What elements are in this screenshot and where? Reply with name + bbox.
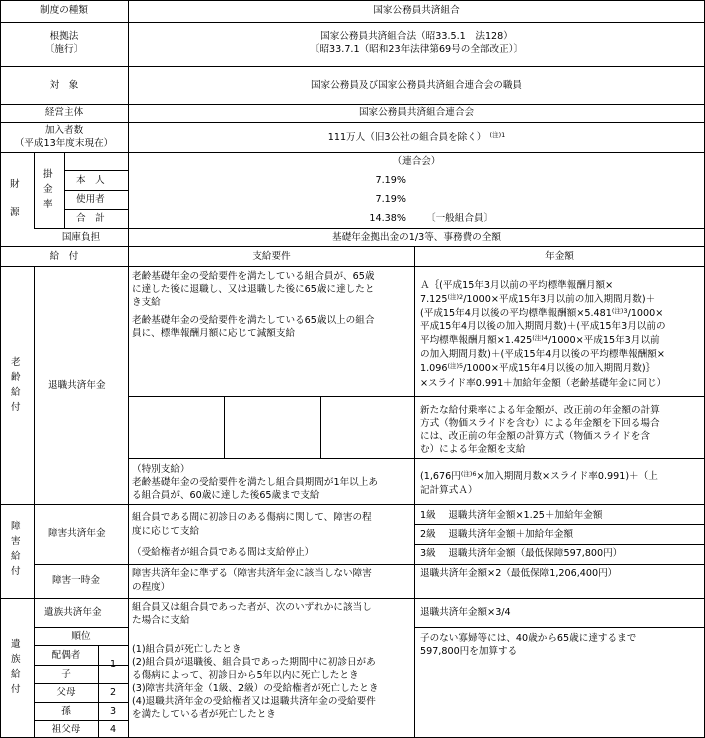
operator-value: 国家公務員共済組合連合会 bbox=[358, 107, 475, 118]
old-age-amount-line: ×スライド率0.991＋加給年金額（老齢基礎年金に同じ） bbox=[420, 378, 667, 389]
disability-category-char: 給 bbox=[11, 551, 21, 562]
old-age-category-char: 給 bbox=[11, 387, 21, 398]
old-age-req-1: に達した後に退職し、又は退職した後に65歳に達したと bbox=[132, 284, 375, 295]
disability-pension-req: 度に応じて支給 bbox=[132, 526, 200, 537]
survivor-req-item: る傷病によって、初診日から5年以内に死亡したとき bbox=[132, 670, 359, 681]
disability-lump-req: の程度） bbox=[132, 582, 171, 593]
survivor-req-item: (3)障害共済年金（1級、2級）の受給権者が死亡したとき bbox=[132, 683, 379, 694]
old-age-amount-line: (平成15年4月以後の平均標準報酬額$\times 5.481^{(注)3}/1000\times$ bbox=[420, 307, 664, 319]
order-label: 父母 bbox=[56, 687, 76, 698]
rule bbox=[414, 627, 705, 628]
rule bbox=[0, 504, 705, 505]
rule bbox=[0, 246, 705, 247]
members-value: 111万人（旧3公社の組合員を除く） $^{(注)1}$ bbox=[327, 131, 506, 143]
law-value: 国家公務員共済組合法（昭33.5.1 法128） bbox=[320, 31, 513, 42]
rule bbox=[64, 152, 65, 228]
members-label: 加入者数 bbox=[44, 125, 84, 136]
old-age-amount-2: には、改正前の年金額の計算方式（物価スライドを含 bbox=[420, 431, 650, 442]
order-rank: 4 bbox=[109, 724, 117, 735]
target-label: 対 象 bbox=[49, 80, 79, 91]
rule bbox=[0, 104, 705, 105]
type-value: 国家公務員共済組合 bbox=[373, 5, 460, 16]
rule bbox=[34, 564, 705, 565]
disability-pension-req: 組合員である間に初診日のある傷病に関して、障害の程 bbox=[132, 512, 372, 523]
order-label: 子 bbox=[61, 669, 71, 680]
rate-header: （連合会） bbox=[392, 156, 441, 167]
old-age-amount-2: む）による年金額を支給 bbox=[420, 444, 526, 455]
subsidy-value: 基礎年金拠出金の1/3等、事務費の全額 bbox=[332, 232, 501, 243]
old-age-amount-2: 方式（物価スライドを含む）による年金額を下回る場合 bbox=[420, 418, 660, 429]
rate-label-char: 率 bbox=[43, 199, 53, 210]
rule bbox=[0, 122, 705, 123]
rule bbox=[0, 0, 705, 1]
target-value: 国家公務員及び国家公務員共済組合連合会の職員 bbox=[310, 80, 523, 91]
rate-label-char: 金 bbox=[43, 184, 53, 195]
survivor-req: 組合員又は組合員であった者が、次のいずれかに該当し bbox=[132, 602, 372, 613]
survivor-amount: 退職共済年金額×3/4 bbox=[420, 607, 511, 618]
finance-label-2: 源 bbox=[10, 207, 20, 218]
law-label: 根拠法 bbox=[49, 31, 79, 42]
disability-category-char: 付 bbox=[11, 566, 21, 577]
disability-grade: 2級 退職共済年金額＋加給年金額 bbox=[420, 529, 574, 540]
old-age-amount-line: $1.096^{(注)5}/1000\times$平成15年4月以後の加入期間月数)｝ bbox=[420, 362, 656, 374]
old-age-amount-line: の加入期間月数)＋(平成15年4月以後の平均標準報酬額× bbox=[420, 349, 665, 360]
members-label-date: （平成13年度末現在） bbox=[14, 138, 114, 149]
order-label: 孫 bbox=[61, 706, 71, 717]
old-age-name: 退職共済年金 bbox=[48, 380, 106, 391]
finance-label-1: 財 bbox=[10, 179, 20, 190]
disability-pension-req-note: （受給権者が組合員である間は支給停止） bbox=[132, 547, 315, 558]
survivor-req-item: (4)退職共済年金の受給権者又は退職共済年金の受給要件 bbox=[132, 696, 376, 707]
survivor-category-char: 付 bbox=[11, 684, 21, 695]
rate-row-value: 14.38% bbox=[369, 213, 406, 224]
order-rank: 2 bbox=[109, 687, 117, 698]
type-label: 制度の種類 bbox=[40, 5, 88, 16]
rate-label-char: 掛 bbox=[43, 169, 53, 180]
survivor-req-item: (2)組合員が退職後、組合員であった期間中に初診日があ bbox=[132, 657, 376, 668]
rule bbox=[128, 396, 705, 397]
old-age-amount-line: 平成15年4月以後の加入期間月数)＋(平成15年3月以前の bbox=[420, 321, 666, 332]
old-age-amount-line: 平均標準報酬月額$\times 1.425^{(注)4}/1000\times$平成15年3月以前 bbox=[420, 334, 660, 346]
survivor-category-char: 族 bbox=[11, 654, 21, 665]
old-age-req-1: 老齢基礎年金の受給要件を満たしている組合員が、65歳 bbox=[132, 271, 375, 282]
rule bbox=[0, 66, 705, 67]
disability-lump-name: 障害一時金 bbox=[52, 575, 100, 586]
order-label: 配偶者 bbox=[51, 650, 81, 661]
rule bbox=[0, 266, 705, 267]
rule bbox=[34, 645, 128, 646]
rule bbox=[0, 22, 705, 23]
survivor-req-item: を満たしている者が死亡したとき bbox=[132, 709, 276, 720]
special-amount: (1,676円$^{(注)6}$×加入期間月数×スライド率0.991)＋（上 bbox=[420, 470, 658, 482]
old-age-category-char: 老 bbox=[11, 357, 21, 368]
old-age-category-char: 齢 bbox=[11, 372, 21, 383]
old-age-req-1: き支給 bbox=[132, 297, 161, 308]
amount-header: 年金額 bbox=[545, 251, 574, 262]
operator-label: 経営主体 bbox=[44, 107, 84, 118]
special-req: る組合員が、60歳に達した後65歳まで支給 bbox=[132, 490, 320, 501]
special-amount: 記計算式Ａ） bbox=[420, 485, 478, 496]
survivor-name: 遺族共済年金 bbox=[44, 607, 102, 618]
order-header: 順位 bbox=[71, 631, 91, 642]
disability-grade: 3級 退職共済年金額（最低保障597,800円） bbox=[420, 548, 623, 559]
rule bbox=[34, 228, 705, 229]
disability-category-char: 障 bbox=[11, 521, 21, 532]
survivor-amount-note: 子のない寡婦等には、40歳から65歳に達するまで bbox=[420, 633, 637, 644]
old-age-amount-line: Ａ｛(平成15年3月以前の平均標準報酬月額× bbox=[420, 280, 614, 291]
order-rank: 3 bbox=[109, 706, 117, 717]
survivor-req: た場合に支給 bbox=[132, 615, 190, 626]
disability-category-char: 害 bbox=[11, 536, 21, 547]
rate-row-note: 〔一般組合員〕 bbox=[426, 213, 494, 224]
law-value-enforcement: 〔昭33.7.1（昭和23年法律第69号の全部改正）〕 bbox=[309, 44, 524, 55]
survivor-amount-note: 597,800円を加算する bbox=[420, 646, 518, 657]
order-rank: 1 bbox=[109, 659, 117, 670]
rate-row-label: 使用者 bbox=[76, 194, 105, 205]
rule bbox=[34, 702, 128, 703]
rate-row-value: 7.19% bbox=[375, 175, 406, 186]
rule bbox=[64, 190, 128, 191]
rule bbox=[0, 152, 705, 153]
rate-row-label: 合 計 bbox=[76, 213, 105, 224]
survivor-req-item: (1)組合員が死亡したとき bbox=[132, 644, 242, 655]
rule bbox=[414, 266, 415, 738]
disability-lump-req: 障害共済年金に準ずる（障害共済年金に該当しない障害 bbox=[132, 568, 372, 579]
old-age-req-2: 員に、標準報酬月額に応じて減額支給 bbox=[132, 328, 296, 339]
rule bbox=[34, 627, 128, 628]
rule bbox=[128, 458, 705, 459]
requirement-header: 支給要件 bbox=[252, 251, 291, 262]
rule bbox=[0, 598, 705, 599]
rule bbox=[414, 524, 705, 525]
survivor-category-char: 遺 bbox=[11, 639, 21, 650]
rule bbox=[320, 396, 321, 458]
rate-row-label: 本 人 bbox=[76, 175, 105, 186]
rule bbox=[34, 683, 128, 684]
rule bbox=[34, 152, 35, 228]
rule bbox=[64, 170, 128, 171]
old-age-amount-2: 新たな給付乗率による年金額が、改正前の年金額の計算 bbox=[420, 405, 660, 416]
disability-pension-name: 障害共済年金 bbox=[48, 528, 106, 539]
old-age-category-char: 付 bbox=[11, 402, 21, 413]
old-age-req-2: 老齢基礎年金の受給要件を満たしている65歳以上の組合 bbox=[132, 315, 375, 326]
special-req: 老齢基礎年金の受給要件を満たし組合員期間が1年以上あ bbox=[132, 477, 378, 488]
rule bbox=[414, 544, 705, 545]
rule bbox=[224, 396, 225, 458]
survivor-category-char: 給 bbox=[11, 669, 21, 680]
old-age-amount-line: $7.125^{(注)2}/1000\times$平成15年3月以前の加入期間月数)＋ bbox=[420, 293, 656, 305]
disability-grade: 1級 退職共済年金額×1.25＋加給年金額 bbox=[420, 510, 603, 521]
rule bbox=[128, 266, 129, 738]
benefit-header: 給 付 bbox=[49, 251, 79, 262]
rate-row-value: 7.19% bbox=[375, 194, 406, 205]
disability-lump-amount: 退職共済年金額×2（最低保障1,206,400円） bbox=[420, 568, 618, 579]
rule bbox=[64, 209, 128, 210]
order-label: 祖父母 bbox=[51, 724, 81, 735]
subsidy-label: 国庫負担 bbox=[61, 232, 101, 243]
law-label-enforcement: 〔施行〕 bbox=[44, 44, 84, 55]
rule bbox=[34, 720, 128, 721]
special-req: （特別支給） bbox=[132, 464, 190, 475]
